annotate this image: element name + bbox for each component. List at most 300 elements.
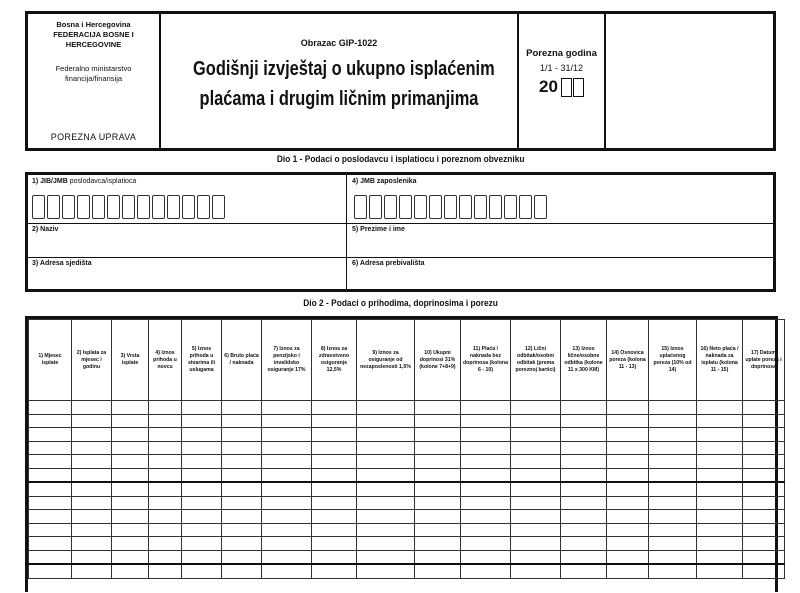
part2-section — [25, 316, 782, 592]
income-table — [28, 319, 785, 579]
digit-box[interactable] — [212, 195, 225, 219]
table-cell[interactable] — [607, 441, 649, 455]
table-cell[interactable] — [461, 537, 511, 551]
table-cell[interactable] — [649, 482, 697, 496]
table-cell[interactable] — [743, 496, 785, 510]
table-cell[interactable] — [149, 428, 182, 442]
part2-title: Dio 2 - Podaci o prihodima, doprinosima i porezu — [303, 298, 498, 309]
column-header: 8) Iznos za zdravstveno osiguranje 12,5% — [312, 320, 357, 401]
digit-box[interactable] — [504, 195, 517, 219]
table-cell[interactable] — [29, 482, 72, 496]
table-cell[interactable] — [29, 510, 72, 524]
year-digit-box[interactable] — [573, 78, 584, 97]
digit-box[interactable] — [519, 195, 532, 219]
table-cell[interactable] — [649, 428, 697, 442]
table-cell[interactable] — [561, 523, 607, 537]
table-cell[interactable] — [415, 401, 461, 415]
table-cell[interactable] — [743, 468, 785, 482]
table-cell[interactable] — [649, 414, 697, 428]
digit-box[interactable] — [489, 195, 502, 219]
table-cell[interactable] — [697, 564, 743, 578]
table-cell[interactable] — [149, 564, 182, 578]
table-cell[interactable] — [222, 401, 262, 415]
digit-box[interactable] — [534, 195, 547, 219]
digit-box[interactable] — [122, 195, 135, 219]
column-header: 1) Mjesec isplate — [29, 320, 72, 401]
table-row — [29, 441, 785, 455]
column-header: 17) Datum uplate poreza i doprinosa — [743, 320, 785, 401]
table-cell[interactable] — [461, 455, 511, 469]
table-cell[interactable] — [743, 441, 785, 455]
table-cell[interactable] — [649, 468, 697, 482]
table-cell[interactable] — [182, 537, 222, 551]
table-cell[interactable] — [607, 537, 649, 551]
table-cell[interactable] — [112, 455, 149, 469]
digit-box[interactable] — [354, 195, 367, 219]
table-cell[interactable] — [222, 523, 262, 537]
table-cell[interactable] — [561, 564, 607, 578]
column-header: 2) Isplata za mjesec i godinu — [72, 320, 112, 401]
table-cell[interactable] — [561, 468, 607, 482]
table-cell[interactable] — [461, 496, 511, 510]
table-cell[interactable] — [312, 523, 357, 537]
table-cell[interactable] — [222, 564, 262, 578]
table-cell[interactable] — [511, 537, 561, 551]
table-cell[interactable] — [29, 496, 72, 510]
official-use-box — [606, 14, 773, 148]
table-cell[interactable] — [461, 550, 511, 564]
tax-year-label: Porezna godina — [526, 48, 597, 59]
table-cell[interactable] — [149, 414, 182, 428]
table-cell[interactable] — [112, 468, 149, 482]
table-header-row — [29, 320, 785, 401]
digit-box[interactable] — [47, 195, 60, 219]
digit-box[interactable] — [62, 195, 75, 219]
table-cell[interactable] — [607, 510, 649, 524]
table-cell[interactable] — [649, 496, 697, 510]
table-cell[interactable] — [262, 455, 312, 469]
table-cell[interactable] — [262, 401, 312, 415]
digit-box[interactable] — [414, 195, 427, 219]
table-cell[interactable] — [743, 401, 785, 415]
table-cell[interactable] — [649, 441, 697, 455]
column-header: 6) Bruto plaća / naknada — [222, 320, 262, 401]
table-cell[interactable] — [415, 564, 461, 578]
table-cell[interactable] — [222, 510, 262, 524]
employer-id-boxes — [32, 195, 225, 219]
table-cell[interactable] — [262, 482, 312, 496]
table-cell[interactable] — [262, 537, 312, 551]
table-cell[interactable] — [607, 482, 649, 496]
table-cell[interactable] — [72, 414, 112, 428]
table-cell[interactable] — [743, 510, 785, 524]
digit-box[interactable] — [459, 195, 472, 219]
table-cell[interactable] — [697, 510, 743, 524]
entity-name-line1: FEDERACIJA BOSNE I — [53, 30, 134, 39]
table-cell[interactable] — [415, 441, 461, 455]
table-cell[interactable] — [697, 523, 743, 537]
table-cell[interactable] — [697, 428, 743, 442]
table-cell[interactable] — [29, 414, 72, 428]
table-cell[interactable] — [222, 441, 262, 455]
table-cell[interactable] — [262, 550, 312, 564]
employee-address-field[interactable]: 6) Adresa prebivališta — [352, 260, 425, 267]
table-cell[interactable] — [112, 537, 149, 551]
table-cell[interactable] — [607, 550, 649, 564]
tax-year-input — [519, 77, 604, 97]
table-cell[interactable] — [312, 482, 357, 496]
table-cell[interactable] — [511, 496, 561, 510]
column-header: 11) Plaća / naknada bez doprinosa (kolona 6 - 10) — [461, 320, 511, 401]
employee-id-label: 4) JMB zaposlenika — [352, 178, 417, 185]
table-cell[interactable] — [511, 414, 561, 428]
table-cell[interactable] — [182, 414, 222, 428]
table-cell[interactable] — [112, 496, 149, 510]
table-cell[interactable] — [743, 523, 785, 537]
table-cell[interactable] — [72, 496, 112, 510]
table-cell[interactable] — [182, 482, 222, 496]
table-cell[interactable] — [112, 441, 149, 455]
table-cell[interactable] — [72, 455, 112, 469]
table-cell[interactable] — [357, 510, 415, 524]
table-row — [29, 564, 785, 578]
year-prefix: 20 — [539, 77, 558, 96]
table-cell[interactable] — [312, 455, 357, 469]
table-cell[interactable] — [743, 564, 785, 578]
table-cell[interactable] — [357, 428, 415, 442]
table-cell[interactable] — [415, 468, 461, 482]
table-cell[interactable] — [697, 537, 743, 551]
table-cell[interactable] — [697, 496, 743, 510]
digit-box[interactable] — [137, 195, 150, 219]
digit-box[interactable] — [399, 195, 412, 219]
table-cell[interactable] — [649, 455, 697, 469]
table-cell[interactable] — [112, 564, 149, 578]
table-cell[interactable] — [29, 468, 72, 482]
table-cell[interactable] — [149, 441, 182, 455]
table-cell[interactable] — [649, 401, 697, 415]
table-cell[interactable] — [561, 414, 607, 428]
table-cell[interactable] — [222, 428, 262, 442]
table-cell[interactable] — [357, 496, 415, 510]
column-header: 4) Iznos prihoda u novcu — [149, 320, 182, 401]
employee-name-field[interactable]: 5) Prezime i ime — [352, 226, 405, 233]
table-cell[interactable] — [222, 482, 262, 496]
table-cell[interactable] — [357, 564, 415, 578]
table-cell[interactable] — [415, 550, 461, 564]
table-cell[interactable] — [149, 550, 182, 564]
table-cell[interactable] — [222, 414, 262, 428]
table-cell[interactable] — [222, 496, 262, 510]
table-cell[interactable] — [511, 441, 561, 455]
table-cell[interactable] — [607, 428, 649, 442]
table-cell[interactable] — [649, 550, 697, 564]
table-cell[interactable] — [511, 455, 561, 469]
table-cell[interactable] — [561, 482, 607, 496]
table-cell[interactable] — [112, 510, 149, 524]
ministry-name-line1: Federalno ministarstvo — [55, 64, 132, 73]
ministry-name-line2: financija/finansija — [64, 74, 123, 83]
table-cell[interactable] — [607, 496, 649, 510]
table-cell[interactable] — [112, 482, 149, 496]
table-cell[interactable] — [182, 550, 222, 564]
table-cell[interactable] — [182, 510, 222, 524]
table-cell[interactable] — [357, 401, 415, 415]
digit-box[interactable] — [182, 195, 195, 219]
table-cell[interactable] — [29, 428, 72, 442]
table-cell[interactable] — [561, 537, 607, 551]
table-cell[interactable] — [182, 523, 222, 537]
table-cell[interactable] — [262, 441, 312, 455]
digit-box[interactable] — [152, 195, 165, 219]
table-cell[interactable] — [72, 523, 112, 537]
table-cell[interactable] — [461, 441, 511, 455]
table-row — [29, 550, 785, 564]
table-cell[interactable] — [743, 537, 785, 551]
table-cell[interactable] — [29, 537, 72, 551]
table-cell[interactable] — [262, 468, 312, 482]
table-cell[interactable] — [357, 441, 415, 455]
table-cell[interactable] — [262, 496, 312, 510]
table-cell[interactable] — [649, 510, 697, 524]
table-cell[interactable] — [697, 550, 743, 564]
table-cell[interactable] — [262, 414, 312, 428]
table-cell[interactable] — [29, 564, 72, 578]
table-cell[interactable] — [697, 401, 743, 415]
table-cell[interactable] — [112, 414, 149, 428]
column-header: 16) Neto plaća / naknada za isplatu (kolona 11 - 15) — [697, 320, 743, 401]
table-cell[interactable] — [561, 510, 607, 524]
table-cell[interactable] — [72, 428, 112, 442]
column-header: 14) Osnovica poreza (kolona 11 - 13) — [607, 320, 649, 401]
table-cell[interactable] — [607, 401, 649, 415]
table-cell[interactable] — [357, 482, 415, 496]
table-cell[interactable] — [149, 468, 182, 482]
table-cell[interactable] — [511, 482, 561, 496]
table-cell[interactable] — [561, 428, 607, 442]
table-cell[interactable] — [222, 468, 262, 482]
table-cell[interactable] — [182, 428, 222, 442]
table-cell[interactable] — [312, 537, 357, 551]
table-cell[interactable] — [149, 496, 182, 510]
table-cell[interactable] — [511, 428, 561, 442]
table-cell[interactable] — [561, 550, 607, 564]
table-cell[interactable] — [312, 401, 357, 415]
digit-box[interactable] — [474, 195, 487, 219]
table-cell[interactable] — [29, 523, 72, 537]
table-cell[interactable] — [72, 550, 112, 564]
table-cell[interactable] — [72, 510, 112, 524]
table-cell[interactable] — [29, 455, 72, 469]
table-cell[interactable] — [312, 428, 357, 442]
table-cell[interactable] — [149, 401, 182, 415]
table-cell[interactable] — [262, 428, 312, 442]
tax-year-period: 1/1 - 31/12 — [539, 63, 584, 73]
table-cell[interactable] — [262, 564, 312, 578]
table-cell[interactable] — [743, 482, 785, 496]
table-cell[interactable] — [357, 414, 415, 428]
table-cell[interactable] — [262, 523, 312, 537]
table-cell[interactable] — [112, 523, 149, 537]
table-cell[interactable] — [511, 523, 561, 537]
table-cell[interactable] — [182, 441, 222, 455]
table-cell[interactable] — [461, 414, 511, 428]
digit-box[interactable] — [369, 195, 382, 219]
table-cell[interactable] — [561, 441, 607, 455]
digit-box[interactable] — [77, 195, 90, 219]
table-cell[interactable] — [112, 401, 149, 415]
table-cell[interactable] — [182, 401, 222, 415]
table-cell[interactable] — [72, 401, 112, 415]
table-cell[interactable] — [29, 441, 72, 455]
table-cell[interactable] — [649, 537, 697, 551]
table-cell[interactable] — [149, 482, 182, 496]
digit-box[interactable] — [384, 195, 397, 219]
table-cell[interactable] — [312, 510, 357, 524]
table-cell[interactable] — [607, 468, 649, 482]
table-cell[interactable] — [561, 496, 607, 510]
table-cell[interactable] — [607, 455, 649, 469]
table-cell[interactable] — [262, 510, 312, 524]
column-header: 3) Vrsta isplate — [112, 320, 149, 401]
table-cell[interactable] — [511, 510, 561, 524]
table-row — [29, 414, 785, 428]
digit-box[interactable] — [32, 195, 45, 219]
table-cell[interactable] — [149, 523, 182, 537]
table-cell[interactable] — [561, 455, 607, 469]
part1-title: Dio 1 - Podaci o poslodavcu i isplatiocu i poreznom obvezniku — [276, 154, 525, 165]
table-cell[interactable] — [222, 550, 262, 564]
table-cell[interactable] — [72, 468, 112, 482]
table-cell[interactable] — [357, 523, 415, 537]
table-cell[interactable] — [561, 401, 607, 415]
table-cell[interactable] — [415, 482, 461, 496]
table-cell[interactable] — [149, 537, 182, 551]
table-cell[interactable] — [415, 523, 461, 537]
table-cell[interactable] — [149, 455, 182, 469]
table-cell[interactable] — [461, 482, 511, 496]
employer-address-field[interactable]: 3) Adresa sjedišta — [32, 260, 92, 267]
table-cell[interactable] — [72, 537, 112, 551]
employer-id-label: 1) JIB/JMB poslodavca/isplatioca — [32, 178, 137, 185]
table-cell[interactable] — [607, 564, 649, 578]
column-header: 7) Iznos za penzijsko i invalidsko osiguranje 17% — [262, 320, 312, 401]
table-cell[interactable] — [461, 401, 511, 415]
table-row — [29, 523, 785, 537]
table-cell[interactable] — [415, 455, 461, 469]
table-cell[interactable] — [697, 414, 743, 428]
digit-box[interactable] — [197, 195, 210, 219]
table-cell[interactable] — [649, 523, 697, 537]
digit-box[interactable] — [429, 195, 442, 219]
table-cell[interactable] — [312, 441, 357, 455]
form-code: Obrazac GIP-1022 — [300, 38, 378, 48]
table-cell[interactable] — [312, 496, 357, 510]
table-cell[interactable] — [607, 414, 649, 428]
table-cell[interactable] — [511, 401, 561, 415]
employer-name-field[interactable]: 2) Naziv — [32, 226, 59, 233]
table-cell[interactable] — [461, 510, 511, 524]
table-cell[interactable] — [649, 564, 697, 578]
column-header: 15) Iznos uplaćenog poreza (10% od 14) — [649, 320, 697, 401]
table-cell[interactable] — [29, 550, 72, 564]
table-cell[interactable] — [415, 414, 461, 428]
form-header — [25, 11, 776, 151]
table-cell[interactable] — [357, 550, 415, 564]
table-cell[interactable] — [29, 401, 72, 415]
column-header: 9) Iznos za osiguranje od nezaposlenosti 1,5% — [357, 320, 415, 401]
table-cell[interactable] — [357, 537, 415, 551]
table-cell[interactable] — [415, 537, 461, 551]
table-cell[interactable] — [461, 523, 511, 537]
table-row — [29, 496, 785, 510]
table-cell[interactable] — [697, 441, 743, 455]
table-cell[interactable] — [743, 414, 785, 428]
table-cell[interactable] — [415, 496, 461, 510]
table-cell[interactable] — [461, 428, 511, 442]
table-cell[interactable] — [743, 455, 785, 469]
table-cell[interactable] — [72, 441, 112, 455]
table-cell[interactable] — [182, 468, 222, 482]
column-header: 12) Lični odbitak/osobni odbitak (prema poreznoj kartici) — [511, 320, 561, 401]
table-cell[interactable] — [511, 550, 561, 564]
tax-year-block — [519, 14, 606, 148]
table-cell[interactable] — [415, 510, 461, 524]
year-digit-box[interactable] — [561, 78, 572, 97]
table-cell[interactable] — [312, 414, 357, 428]
table-cell[interactable] — [511, 564, 561, 578]
table-cell[interactable] — [112, 550, 149, 564]
digit-box[interactable] — [167, 195, 180, 219]
table-cell[interactable] — [72, 564, 112, 578]
digit-box[interactable] — [107, 195, 120, 219]
table-cell[interactable] — [511, 468, 561, 482]
table-cell[interactable] — [743, 428, 785, 442]
authority-name: POREZNA UPRAVA — [50, 132, 137, 142]
table-cell[interactable] — [697, 482, 743, 496]
table-cell[interactable] — [182, 496, 222, 510]
table-row — [29, 428, 785, 442]
table-cell[interactable] — [312, 550, 357, 564]
part1-section — [25, 172, 776, 292]
column-header: 5) Iznos prihoda u stvarima ili uslugama — [182, 320, 222, 401]
table-cell[interactable] — [461, 564, 511, 578]
table-cell[interactable] — [312, 468, 357, 482]
table-cell[interactable] — [415, 428, 461, 442]
table-cell[interactable] — [357, 455, 415, 469]
table-cell[interactable] — [357, 468, 415, 482]
column-header: 10) Ukupni doprinosi 31% (kolone 7+8+9) — [415, 320, 461, 401]
digit-box[interactable] — [444, 195, 457, 219]
form-title-block — [161, 14, 519, 148]
table-cell[interactable] — [312, 564, 357, 578]
table-cell[interactable] — [149, 510, 182, 524]
table-cell[interactable] — [743, 550, 785, 564]
table-row — [29, 510, 785, 524]
table-cell[interactable] — [72, 482, 112, 496]
table-cell[interactable] — [461, 468, 511, 482]
table-cell[interactable] — [182, 564, 222, 578]
table-cell[interactable] — [607, 523, 649, 537]
table-cell[interactable] — [222, 537, 262, 551]
digit-box[interactable] — [92, 195, 105, 219]
table-cell[interactable] — [222, 455, 262, 469]
table-cell[interactable] — [697, 455, 743, 469]
table-cell[interactable] — [112, 428, 149, 442]
table-cell[interactable] — [697, 468, 743, 482]
table-cell[interactable] — [182, 455, 222, 469]
table-row — [29, 455, 785, 469]
